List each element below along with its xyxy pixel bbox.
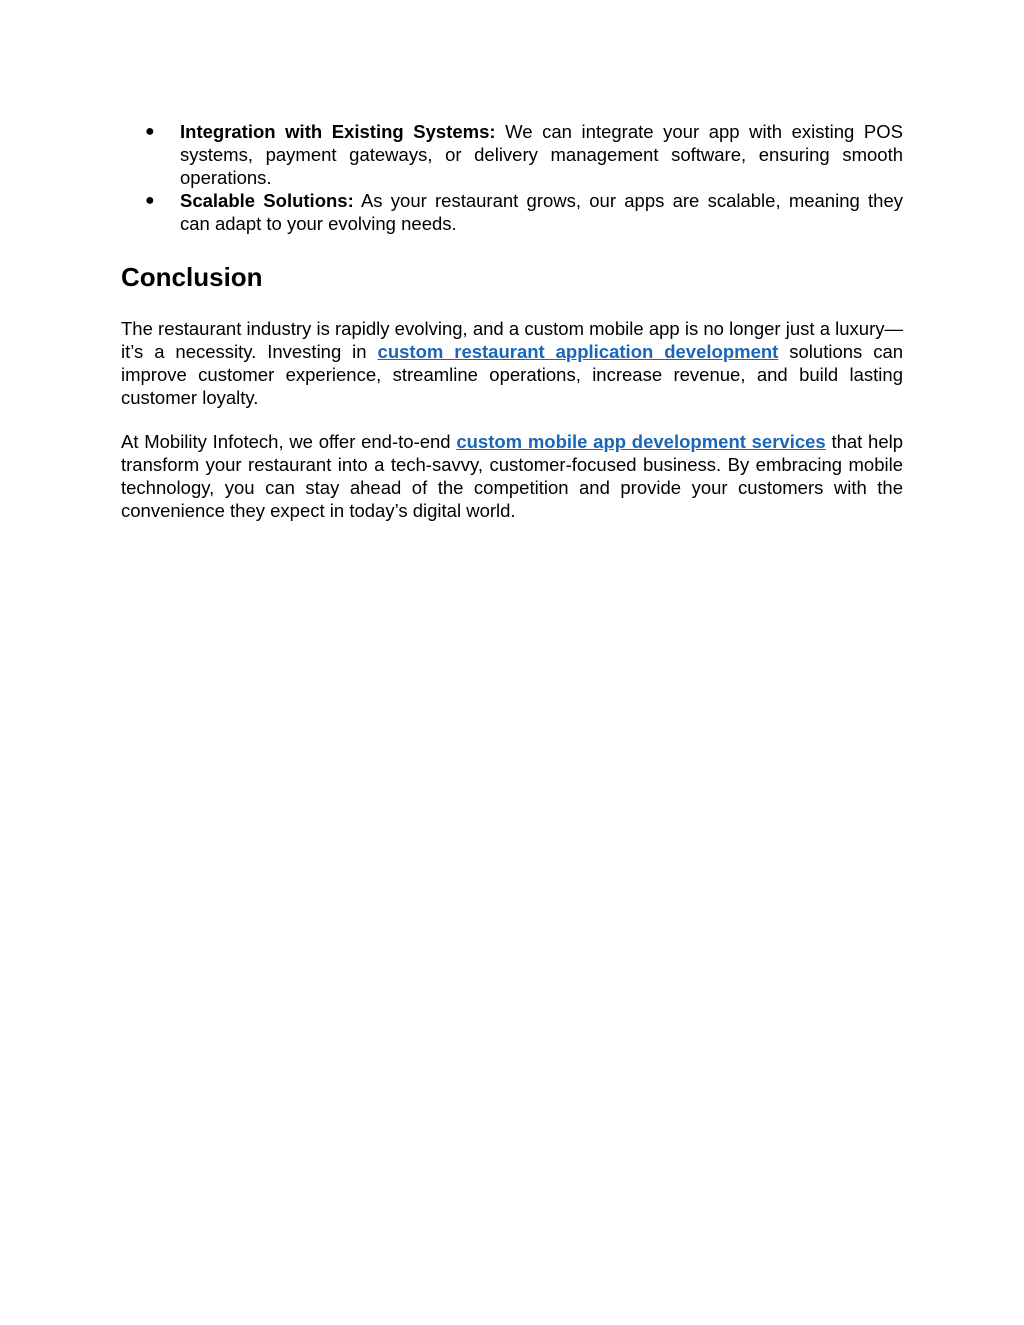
custom-mobile-app-services-link[interactable]: custom mobile app development services [456,431,826,452]
paragraph-text: solutions can improve customer experience, streamline operations, increase revenue, and build lasting customer loyalty. [121,341,904,408]
section-heading: Conclusion [121,262,263,292]
bullet-term: Scalable Solutions: [180,190,354,211]
bullet-text: As your restaurant grows, our apps are scalable, meaning they can adapt to your evolving needs. [180,190,903,234]
feature-list [121,120,903,235]
list-item [121,189,903,235]
list-item [121,120,903,189]
bullet-icon: ● [145,123,155,140]
custom-restaurant-app-link[interactable]: custom restaurant application development [377,341,779,362]
bullet-term: Integration with Existing Systems: [180,121,496,142]
bullet-text: We can integrate your app with existing POS systems, payment gateways, or delivery management software, ensuring smooth operations. [180,121,903,188]
conclusion-paragraph-2 [121,430,903,522]
paragraph-text: At Mobility Infotech, we offer end-to-end [121,431,451,452]
conclusion-paragraph-1 [121,317,903,409]
document-page [121,120,903,522]
paragraph-text: that help transform your restaurant into a tech-savvy, customer-focused business. By embracing mobile technology, you can stay ahead of the competition and provide your customers with the convenience they expect in today’s digital world. [121,431,904,521]
bullet-icon: ● [145,192,155,209]
paragraph-text: The restaurant industry is rapidly evolving, and a custom mobile app is no longer just a luxury—it’s a necessity. Investing in [121,318,903,362]
